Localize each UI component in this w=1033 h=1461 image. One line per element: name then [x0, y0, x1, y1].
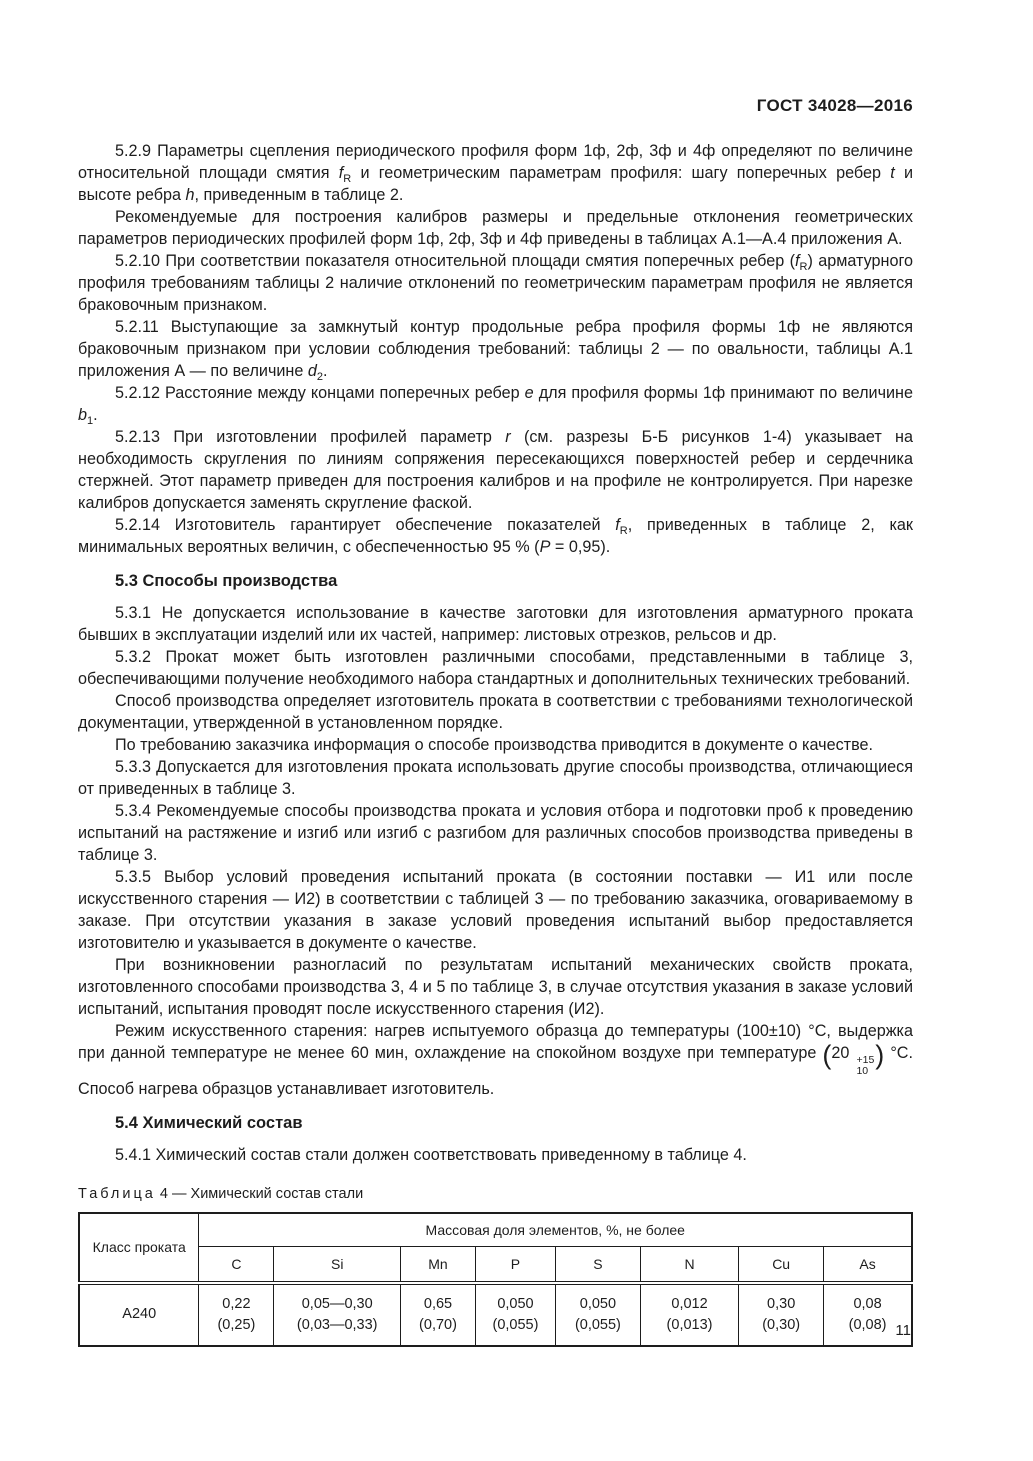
table-header-row-2 — [79, 1246, 912, 1283]
element-col-header: C — [199, 1246, 274, 1283]
para-5-2-14: 5.2.14 Изготовитель гарантирует обеспечение показателей $f_R$, приведенных в таблице 2, как минимальных вероятных величин, с обеспеченностью 95 % (P = 0,95). — [78, 516, 913, 556]
col-header-grade: Класс проката — [79, 1213, 199, 1283]
para-5-2-10: 5.2.10 При соответствии показателя относительной площади смятия поперечных ребер $(f_R)$ арматурного профиля требованиям таблицы 2 наличие отклонений по геометрическим параметрам профиля не является браковочным признаком. — [78, 252, 913, 314]
element-col-header: Mn — [401, 1246, 476, 1283]
para-5-3-1: 5.3.1 Не допускается использование в качестве заготовки для изготовления арматурного проката бывших в эксплуатации изделий или их частей, например: листовых отрезков, рельсов и др. — [78, 604, 913, 644]
grade-cell: А240 — [79, 1283, 199, 1346]
document-body — [78, 140, 913, 1166]
col-header-mass-fraction: Массовая доля элементов, %, не более — [199, 1213, 912, 1247]
value-cell: 0,30 (0,30) — [739, 1283, 824, 1346]
page-content — [78, 0, 913, 1347]
para-customer-request: По требованию заказчика информация о способе производства приводится в документе о качестве. — [115, 736, 874, 754]
para-disagreements: При возникновении разногласий по результатам испытаний механических свойств проката, изготовленного способами производства 3, 4 и 5 по таблице 3, в случае отсутствия указания в заказе условий испытаний, испытания проводят после искусственного старения (И2). — [78, 956, 913, 1018]
value-cell: 0,05—0,30 (0,03—0,33) — [274, 1283, 401, 1346]
value-cell: 0,050 (0,055) — [475, 1283, 555, 1346]
para-5-2-9: 5.2.9 Параметры сцепления периодического профиля форм 1ф, 2ф, 3ф и 4ф определяют по величине относительной площади смятия $f_R$ и геометрическим параметрам профиля: шагу поперечных ребер t и высоте ребра h, приведенным в таблице 2. — [78, 142, 913, 204]
para-aging-mode: Режим искусственного старения: нагрев испытуемого образца до температуры (100±10) °С, выдержка при данной температуре не менее 60 мин, охлаждение на спокойном воздухе при температуре (20 +15 10 ) °С. Способ нагрева образцов устанавливает изготовитель. — [78, 1022, 913, 1098]
table-caption-num: 4 — [159, 1185, 168, 1202]
value-cell: 0,08 (0,08) — [824, 1283, 912, 1346]
table-row — [79, 1283, 912, 1346]
table-caption — [78, 1185, 913, 1203]
tolerance-stack: +15 10 — [856, 1054, 875, 1078]
table-header-row-1 — [79, 1213, 912, 1247]
para-5-3-5: 5.3.5 Выбор условий проведения испытаний проката (в состоянии поставки — И1 или после искусственного старения — И2) в соответствии с таблицей 3 — по требованию заказчика, оговариваемому в заказе. При отсутствии указания в заказе условий проведения испытаний выбор предоставляется изготовителю и указывается в документе о качестве. — [78, 868, 913, 952]
table-caption-title: Химический состав стали — [190, 1185, 364, 1202]
para-5-2-13: 5.2.13 При изготовлении профилей параметр r (см. разрезы Б-Б рисунков 1-4) указывает на необходимость скругления по линиям сопряжения пересекающихся поверхностей ребер и сердечника стержней. Этот параметр приведен для построения калибров и на профиле не контролируется. При нарезке калибров допускается заменять скругление фаской. — [78, 428, 913, 512]
element-col-header: S — [555, 1246, 640, 1283]
para-recommended-calibers: Рекомендуемые для построения калибров размеры и предельные отклонения геометрических параметров периодических профилей форм 1ф, 2ф, 3ф и 4ф приведены в таблицах А.1—А.4 приложения А. — [78, 208, 913, 248]
running-header: ГОСТ 34028—2016 — [756, 96, 913, 115]
element-col-header: P — [475, 1246, 555, 1283]
para-5-3-2: 5.3.2 Прокат может быть изготовлен различными способами, представленными в таблице 3, обеспечивающими получение необходимого набора стандартных и дополнительных технических требований. — [78, 648, 913, 688]
para-production-method: Способ производства определяет изготовитель проката в соответствии с требованиями технологической документации, утвержденной в установленном порядке. — [78, 692, 913, 732]
element-col-header: Si — [274, 1246, 401, 1283]
para-5-3-3: 5.3.3 Допускается для изготовления проката использовать другие способы производства, отличающиеся от приведенных в таблице 3. — [78, 758, 913, 798]
heading-5-4: 5.4 Химический состав — [115, 1113, 303, 1132]
value-cell: 0,050 (0,055) — [555, 1283, 640, 1346]
para-5-2-12: 5.2.12 Расстояние между концами поперечных ребер e для профиля формы 1ф принимают по величине $b_1$. — [78, 384, 914, 427]
table-caption-dash: — — [172, 1185, 187, 1202]
value-cell: 0,65 (0,70) — [401, 1283, 476, 1346]
table-caption-word: Таблица — [78, 1185, 156, 1202]
element-col-header: As — [824, 1246, 912, 1283]
value-cell: 0,012 (0,013) — [640, 1283, 738, 1346]
para-5-3-4: 5.3.4 Рекомендуемые способы производства проката и условия отбора и подготовки проб к проведению испытаний на растяжение и изгиб или изгиб с разгибом для различных способов производства приведены в таблице 3. — [78, 802, 913, 864]
element-col-header: Cu — [739, 1246, 824, 1283]
page-number: 11 — [895, 1322, 911, 1339]
chemical-composition-table — [78, 1212, 913, 1347]
para-5-4-1: 5.4.1 Химический состав стали должен соответствовать приведенному в таблице 4. — [115, 1145, 747, 1164]
element-col-header: N — [640, 1246, 738, 1283]
value-cell: 0,22 (0,25) — [199, 1283, 274, 1346]
heading-5-3: 5.3 Способы производства — [115, 572, 338, 590]
para-5-2-11: 5.2.11 Выступающие за замкнутый контур продольные ребра профиля формы 1ф не являются браковочным признаком при условии соблюдения требований: таблицы 2 — по овальности, таблицы А.1 приложения А — по величине $d_2$. — [78, 318, 913, 383]
